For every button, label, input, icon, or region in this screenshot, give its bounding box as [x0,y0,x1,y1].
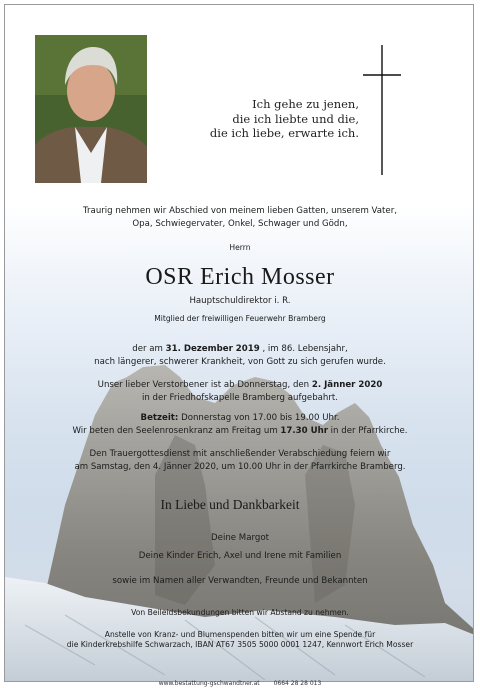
funeral-line: Den Trauergottesdienst mit anschließender Verabschiedung feiern wir [89,449,391,459]
parte-card [4,4,474,682]
prayer-line [5,412,474,424]
death-date: 31. Dezember 2019 [165,344,260,354]
prayer-text: Wir beten den Seelenrosenkranz am Freitag um [72,426,281,436]
family-line: sowie im Namen aller Verwandten, Freunde und Bekannten [112,576,368,586]
intro-line: Opa, Schwiegervater, Onkel, Schwager und Gödn, [132,219,348,229]
deceased-title: Hauptschuldirektor i. R. [189,296,291,306]
prayer-text: Donnerstag von 17.00 bis 19.00 Uhr. [178,413,340,423]
quote-line: Ich gehe zu jenen, [252,97,359,111]
family-line: Deine Kinder Erich, Axel und Irene mit Familien [138,551,342,561]
footer-website[interactable]: www.bestattung-gschwandtner.at [158,680,260,687]
prayer-label: Betzeit: [140,413,179,423]
salutation: Herrn [229,243,251,252]
donation-line: die Kinderkrebshilfe Schwarzach, IBAN AT67 3505 5000 0001 1247, Kennwort Erich Mosser [66,640,414,649]
family-line: Deine Margot [211,533,269,543]
deceased-name: OSR Erich Mosser [145,264,335,290]
death-line: nach längerer, schwerer Krankheit, von Gott zu sich gerufen wurde. [94,357,386,367]
death-line [5,343,474,355]
quote-line: die ich liebte und die, [232,111,359,126]
intro-line: Traurig nehmen wir Abschied von meinem lieben Gatten, unserem Vater, [83,206,397,216]
membership: Mitglied der freiwilligen Feuerwehr Bramberg [154,314,326,323]
condolence-note: Von Beileidsbekundungen bitten wir Abstand zu nehmen. [131,608,349,617]
footer-phone: 0664 28 28 013 [273,680,322,687]
footer [0,680,480,688]
funeral-line: am Samstag, den 4. Jänner 2020, um 10.00 Uhr in der Pfarrkirche Bramberg. [74,462,406,472]
cross-icon [361,45,403,177]
laying-out-text: Unser lieber Verstorbener ist ab Donnerstag, den [97,380,312,390]
prayer-text: in der Pfarrkirche. [327,426,408,436]
quote-line: die ich liebe, erwarte ich. [209,126,359,140]
quote [183,97,359,141]
prayer-time: 17.30 Uhr [280,426,328,436]
closing-phrase: In Liebe und Dankbarkeit [160,497,300,512]
portrait-photo [35,35,147,183]
laying-out-line [5,379,474,391]
prayer-line [5,425,474,437]
death-text: der am [132,344,166,354]
laying-out-date: 2. Jänner 2020 [311,380,383,390]
death-text: , im 86. Lebensjahr, [259,344,348,354]
donation-line: Anstelle von Kranz- und Blumenspenden bitten wir um eine Spende für [104,630,376,639]
laying-out-line: in der Friedhofskapelle Bramberg aufgebahrt. [141,393,339,403]
